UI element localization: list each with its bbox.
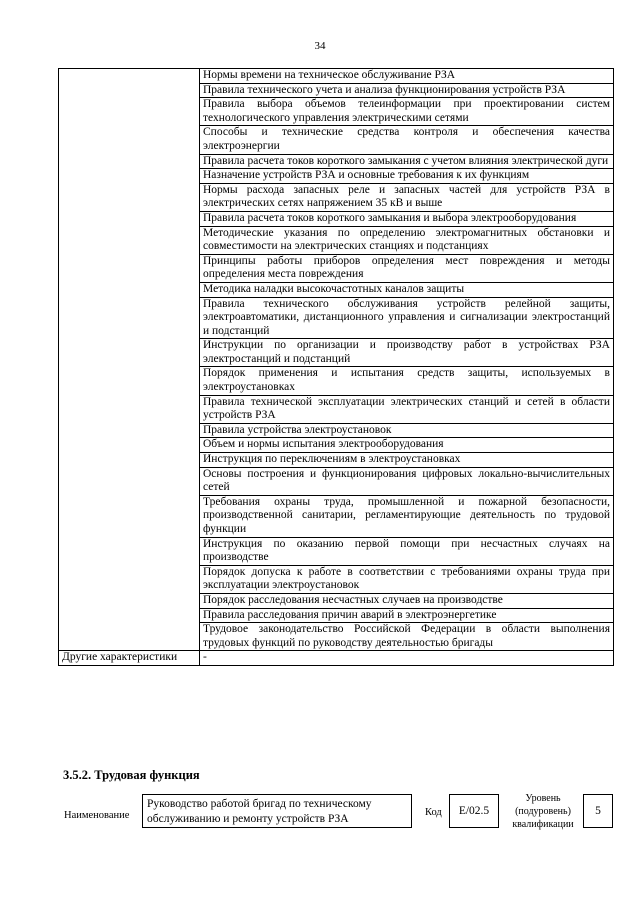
knowledge-row [59,537,614,565]
knowledge-row [59,282,614,297]
knowledge-item: Правила технического учета и анализа функционирования устройств РЗА [200,83,614,98]
knowledge-row [59,183,614,211]
knowledge-row [59,339,614,367]
knowledge-row-label [59,608,200,623]
knowledge-row [59,423,614,438]
knowledge-item: Принципы работы приборов определения мест повреждения и методы определения места повреждения [200,254,614,282]
knowledge-row-label [59,537,200,565]
knowledge-row [59,226,614,254]
knowledge-row-label [59,593,200,608]
knowledge-row-label [59,438,200,453]
knowledge-row-label [59,467,200,495]
knowledge-item: Правила расчета токов короткого замыкания с учетом влияния электрической дуги [200,154,614,169]
knowledge-row [59,254,614,282]
knowledge-row-label [59,297,200,339]
knowledge-item: Назначение устройств РЗА и основные требования к их функциям [200,169,614,184]
function-name-label: Наименование [64,810,130,821]
knowledge-row-label [59,98,200,126]
knowledge-item: Порядок применения и испытания средств защиты, используемых в электроустановках [200,367,614,395]
knowledge-row-label [59,395,200,423]
knowledge-item: Способы и технические средства контроля и обеспечения качества электроэнергии [200,126,614,154]
knowledge-row [59,453,614,468]
knowledge-item: Нормы времени на техническое обслуживание РЗА [200,69,614,84]
knowledge-row [59,593,614,608]
page-number: 34 [314,40,326,52]
knowledge-row-label [59,565,200,593]
knowledge-row [59,154,614,169]
knowledge-row [59,438,614,453]
knowledge-row-label [59,453,200,468]
knowledge-item: Порядок расследования несчастных случаев на производстве [200,593,614,608]
knowledge-table [58,68,614,666]
knowledge-row [59,367,614,395]
knowledge-item: Требования охраны труда, промышленной и пожарной безопасности, производственной санитарии, регламентирующие деятельность по трудовой функции [200,495,614,537]
function-name-value: Руководство работой бригад по техническому обслуживанию и ремонту устройств РЗА [142,794,412,828]
knowledge-row-label [59,169,200,184]
section-heading: 3.5.2. Трудовая функция [63,768,200,782]
knowledge-item: Правила устройства электроустановок [200,423,614,438]
qualification-level-label: Уровень (подуровень) квалификации [512,793,574,830]
knowledge-row-label [59,69,200,84]
knowledge-item: Инструкции по организации и производству работ в устройствах РЗА электростанций и подстанций [200,339,614,367]
knowledge-row [59,69,614,84]
knowledge-item: Порядок допуска к работе в соответствии с требованиями охраны труда при эксплуатации электроустановок [200,565,614,593]
knowledge-row-label [59,183,200,211]
knowledge-row-label [59,126,200,154]
qualification-level-value: 5 [583,794,613,828]
knowledge-table-body [59,69,614,651]
knowledge-row [59,83,614,98]
knowledge-row [59,565,614,593]
knowledge-item: Правила технического обслуживания устройств релейной защиты, электроавтоматики, дистанционного управления и сигнализации электростанций и подстанций [200,297,614,339]
knowledge-row-label [59,211,200,226]
knowledge-item: Правила расследования причин аварий в электроэнергетике [200,608,614,623]
knowledge-row [59,395,614,423]
knowledge-item: Нормы расхода запасных реле и запасных частей для устройств РЗА в электрических сетях напряжением 35 кВ и выше [200,183,614,211]
knowledge-row [59,126,614,154]
other-characteristics-row [59,651,614,666]
knowledge-row [59,297,614,339]
function-code-value: E/02.5 [449,794,499,828]
knowledge-row [59,169,614,184]
knowledge-item: Правила технической эксплуатации электрических станций и сетей в области устройств РЗА [200,395,614,423]
knowledge-row [59,623,614,651]
knowledge-row-label [59,282,200,297]
knowledge-row [59,467,614,495]
knowledge-item: Методика наладки высокочастотных каналов защиты [200,282,614,297]
knowledge-item: Методические указания по определению электромагнитных обстановки и совместимости на электрических станциях и подстанциях [200,226,614,254]
knowledge-row-label [59,83,200,98]
knowledge-row-label [59,226,200,254]
knowledge-row-label [59,423,200,438]
knowledge-row-label [59,254,200,282]
knowledge-row [59,495,614,537]
knowledge-row [59,98,614,126]
knowledge-item: Основы построения и функционирования цифровых локально-вычислительных сетей [200,467,614,495]
knowledge-row-label [59,367,200,395]
knowledge-row-label [59,154,200,169]
knowledge-row [59,608,614,623]
knowledge-item: Правила расчета токов короткого замыкания и выбора электрооборудования [200,211,614,226]
knowledge-item: Инструкция по переключениям в электроустановках [200,453,614,468]
knowledge-item: Инструкция по оказанию первой помощи при несчастных случаях на производстве [200,537,614,565]
knowledge-item: Правила выбора объемов телеинформации при проектировании систем технологического управления электрическими сетями [200,98,614,126]
knowledge-row [59,211,614,226]
knowledge-row-label [59,623,200,651]
knowledge-row-label [59,339,200,367]
knowledge-item: Трудовое законодательство Российской Федерации в области выполнения трудовых функций по руководству деятельностью бригады [200,623,614,651]
other-characteristics-label: Другие характеристики [59,651,200,666]
other-characteristics-value: - [200,651,614,666]
knowledge-row-label [59,495,200,537]
knowledge-item: Объем и нормы испытания электрооборудования [200,438,614,453]
function-code-label: Код [425,807,442,818]
